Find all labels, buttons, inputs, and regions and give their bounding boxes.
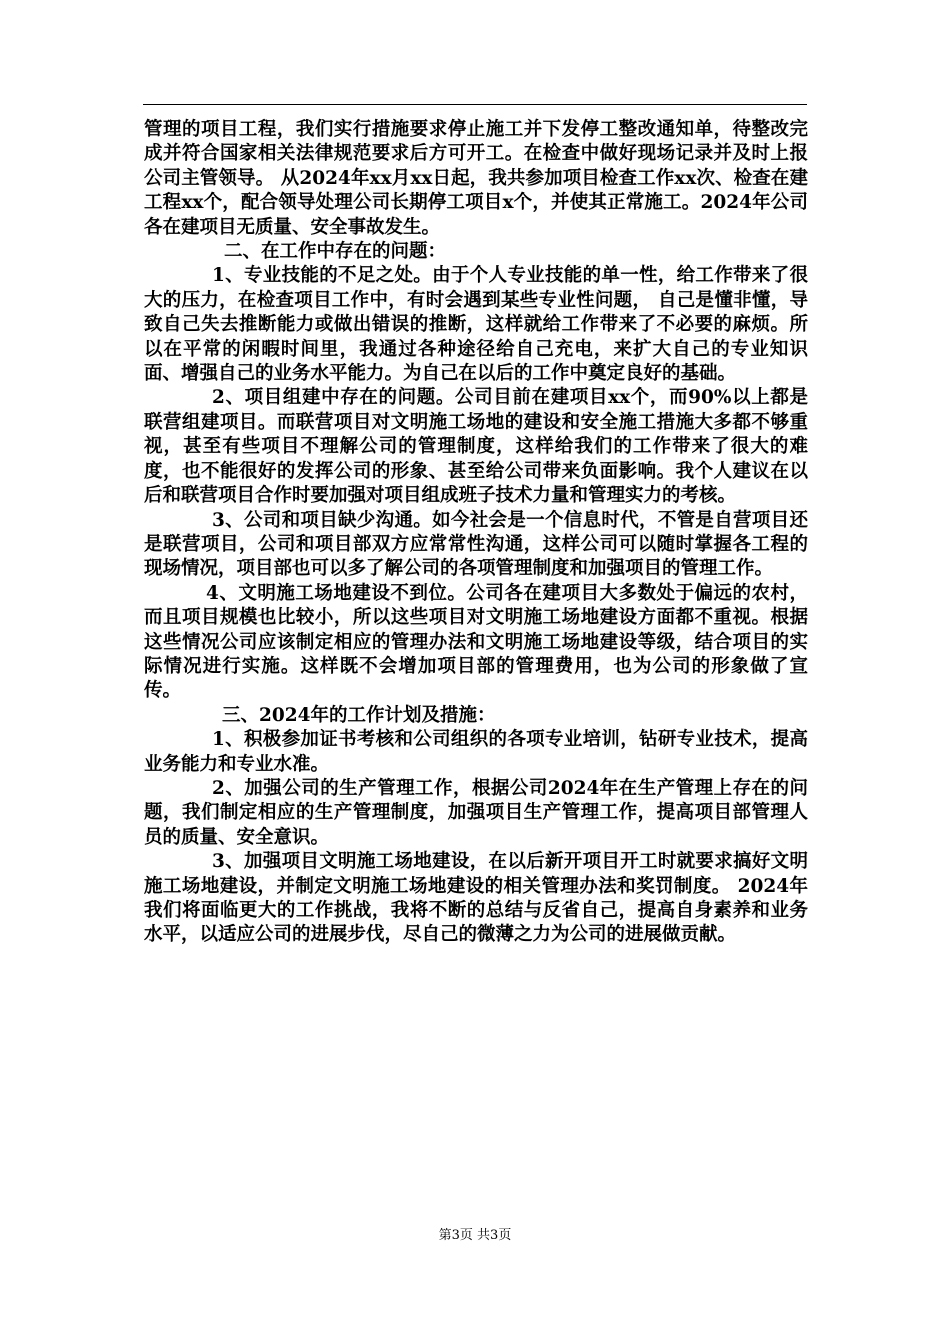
section-heading-problems: 二、在工作中存在的问题：	[224, 241, 447, 263]
paragraph-plan-3: 3、加强项目文明施工场地建设，在以后新开项目开工时就要求搞好文明施工场地建设，并制定文明施工场地建设的相关管理办法和奖罚制度。 2024年我们将面临更大的工作挑战，我将不断的总结与反省自己，提高自身素养和业务水平，以适应公司的进展步伐，尽自己的微薄之力为公司的进展做贡献。	[144, 851, 808, 946]
paragraph-problem-1: 1、专业技能的不足之处。由于个人专业技能的单一性，给工作带来了很大的压力，在检查项目工作中，有时会遇到某些专业性问题， 自己是懂非懂，导致自己失去推断能力或做出错误的推断，这样就给工作带来了不必要的麻烦。所以在平常的闲暇时间里，我通过各种途径给自己充电，来扩大自己的专业知识面、增强自己的业务水平能力。为自己在以后的工作中奠定良好的基础。	[144, 265, 808, 385]
page-footer: 第3页 共3页	[438, 1228, 512, 1243]
header-rule	[143, 104, 807, 105]
paragraph-intro: 管理的项目工程，我们实行措施要求停止施工并下发停工整改通知单，待整改完成并符合国家相关法律规范要求后方可开工。在检查中做好现场记录并及时上报公司主管领导。 从2024年xx月xx日起，我共参加项目检查工作xx次、检查在建工程xx个，配合领导处理公司长期停工项目x个，并使其正常施工。2024年公司各在建项目无质量、安全事故发生。	[144, 119, 808, 238]
paragraph-plan-2: 2、加强公司的生产管理工作，根据公司2024年在生产管理上存在的问题，我们制定相应的生产管理制度，加强项目生产管理工作，提高项目部管理人员的质量、安全意识。	[144, 777, 808, 848]
section-heading-plan: 三、2024年的工作计划及措施：	[222, 704, 496, 726]
paragraph-problem-4: 4、文明施工场地建设不到位。公司各在建项目大多数处于偏远的农村，而且项目规模也比较小，所以这些项目对文明施工场地建设方面都不重视。根据这些情况公司应该制定相应的管理办法和文明施工场地建设等级，结合项目的实际情况进行实施。这样既不会增加项目部的管理费用，也为公司的形象做了宣传。	[144, 582, 808, 702]
document-body	[144, 118, 808, 948]
paragraph-problem-3: 3、公司和项目缺少沟通。如今社会是一个信息时代，不管是自营项目还是联营项目，公司和项目部双方应常常性沟通，这样公司可以随时掌握各工程的现场情况，项目部也可以多了解公司的各项管理制度和加强项目的管理工作。	[144, 509, 808, 580]
paragraph-plan-1: 1、积极参加证书考核和公司组织的各项专业培训，钻研专业技术，提高业务能力和专业水准。	[144, 729, 808, 775]
paragraph-problem-2: 2、项目组建中存在的问题。公司目前在建项目xx个，而90%以上都是联营组建项目。而联营项目对文明施工场地的建设和安全施工措施大多都不够重视，甚至有些项目不理解公司的管理制度，这样给我们的工作带来了很大的难度，也不能很好的发挥公司的形象、甚至给公司带来负面影响。我个人建议在以后和联营项目合作时要加强对项目组成班子技术力量和管理实力的考核。	[144, 387, 808, 507]
